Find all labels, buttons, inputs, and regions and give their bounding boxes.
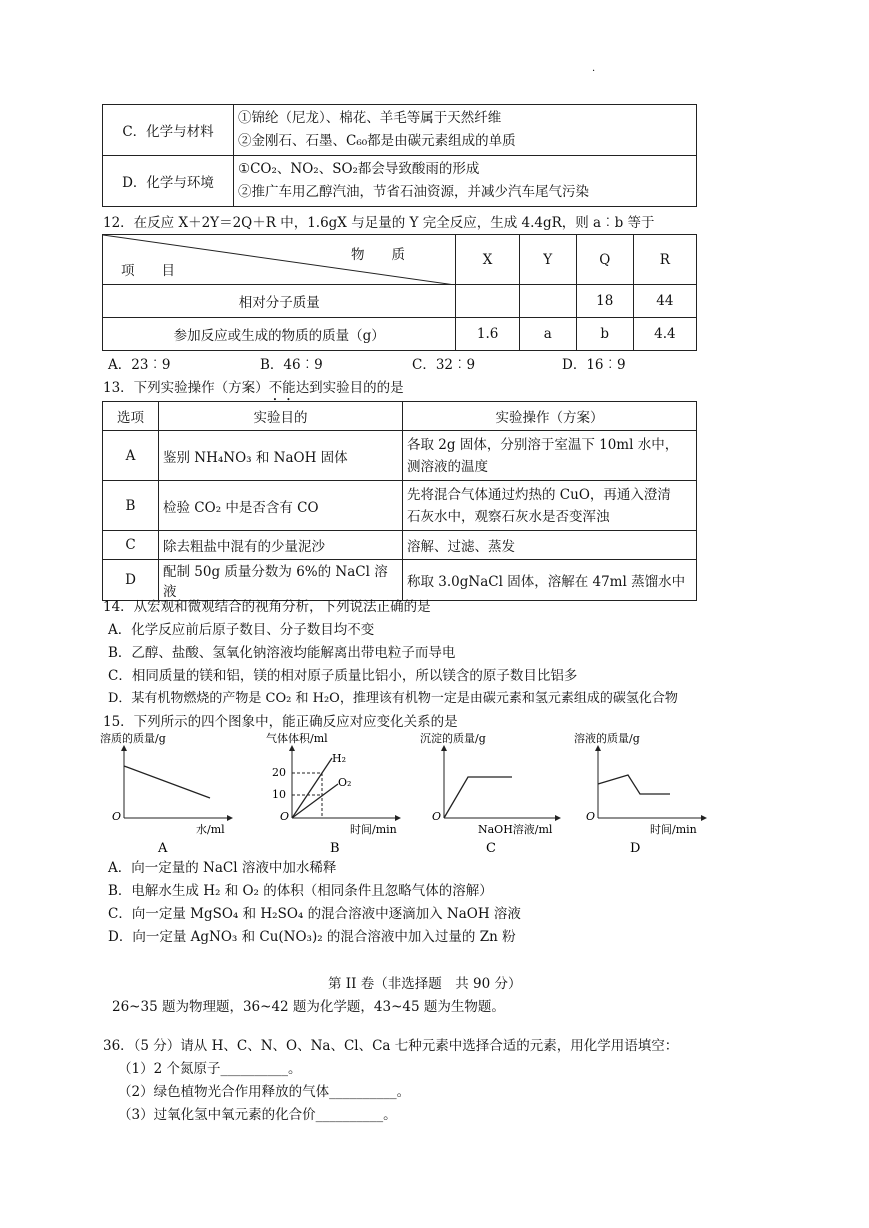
graph-a	[100, 728, 240, 858]
q14-option-d: D．某有机物燃烧的产物是 CO₂ 和 H₂O，推理该有机物一定是由碳元素和氢元素组成的碳氢化合物	[108, 691, 678, 706]
graph-a-xlabel: 水/ml	[196, 823, 225, 836]
q12-cell: 44	[633, 285, 696, 318]
q12-table	[102, 234, 697, 351]
q12-row2-label: 参加反应或生成的物质的质量（g）	[103, 318, 456, 351]
q11-row-c-content: ①锦纶（尼龙）、棉花、羊毛等属于天然纤维 ②金刚石、石墨、C₆₀都是由碳元素组成的单质	[234, 105, 697, 156]
q15-stem: 15．下列所示的四个图象中，能正确反应对应变化关系的是	[103, 714, 458, 730]
q13-table	[102, 401, 697, 601]
q12-cell: 1.6	[456, 318, 519, 351]
q13-row-b-goal: 检验 CO₂ 中是否含有 CO	[159, 481, 403, 531]
q11-row-c-label: C．化学与材料	[103, 105, 234, 156]
q36-item-3: （3）过氧化氢中氧元素的化合价__________。	[118, 1107, 397, 1123]
q12-option-b: B．46︰9	[260, 357, 323, 373]
q12-option-a: A．23︰9	[108, 357, 171, 373]
q12-cell: 4.4	[633, 318, 696, 351]
graph-d-origin: O	[586, 810, 596, 823]
graph-b-h2-line	[292, 758, 332, 818]
q13-row-d-goal: 配制 50g 质量分数为 6%的 NaCl 溶液	[159, 560, 403, 601]
q13-row-c-option: C	[103, 531, 159, 560]
graph-b-o2-label: O₂	[338, 776, 352, 789]
graph-d-letter: D	[630, 841, 641, 856]
q13-header-goal: 实验目的	[159, 402, 403, 431]
q13-row-b-option: B	[103, 481, 159, 531]
q12-cell: 18	[576, 285, 633, 318]
q11-row-d-content: ①CO₂、NO₂、SO₂都会导致酸雨的形成 ②推广车用乙醇汽油，节省石油资源，并减少汽车尾气污染	[234, 156, 697, 207]
graph-c-line	[444, 777, 512, 818]
q13-row-d-operation: 称取 3.0gNaCl 固体，溶解在 47ml 蒸馏水中	[403, 560, 697, 601]
graph-d	[574, 728, 714, 858]
q13-row-c-goal: 除去粗盐中混有的少量泥沙	[159, 531, 403, 560]
q12-option-c: C．32︰9	[412, 357, 476, 373]
graph-c-ylabel: 沉淀的质量/g	[420, 732, 486, 745]
graph-b-h2-label: H₂	[332, 752, 347, 765]
q13-header-option: 选项	[103, 402, 159, 431]
q13-row-b-operation: 先将混合气体通过灼热的 CuO，再通入澄清 石灰水中，观察石灰水是否变浑浊	[403, 481, 697, 531]
q15-option-a: A．向一定量的 NaCl 溶液中加水稀释	[108, 860, 337, 876]
graph-b-xlabel: 时间/min	[350, 823, 397, 836]
graph-a-letter: A	[158, 841, 168, 856]
q14-option-c: C．相同质量的镁和铝，镁的相对原子质量比铝小，所以镁含的原子数目比铝多	[108, 668, 578, 684]
page-dot: ·	[592, 66, 596, 77]
q14-stem: 14．从宏观和微观结合的视角分析，下列说法正确的是	[103, 599, 431, 615]
graph-c	[420, 728, 570, 858]
q12-col-y: Y	[519, 235, 576, 285]
q14-option-b: B．乙醇、盐酸、氢氧化钠溶液均能解离出带电粒子而导电	[108, 645, 456, 661]
graph-a-origin: O	[112, 810, 122, 823]
q13-header-operation: 实验操作（方案）	[403, 402, 697, 431]
graph-b-o2-line	[292, 784, 338, 818]
graph-b-tick-20: 20	[272, 766, 286, 779]
graph-d-ylabel: 溶液的质量/g	[574, 732, 640, 745]
graph-d-line	[598, 775, 670, 794]
q12-cell	[519, 285, 576, 318]
graph-b-ylabel: 气体体积/ml	[266, 732, 328, 745]
graph-c-xlabel: NaOH溶液/ml	[478, 823, 553, 836]
q13-row-a-goal: 鉴别 NH₄NO₃ 和 NaOH 固体	[159, 431, 403, 481]
graph-b	[260, 728, 410, 858]
q12-option-d: D．16︰9	[562, 357, 626, 373]
q13-row-d-option: D	[103, 560, 159, 601]
q15-option-c: C．向一定量 MgSO₄ 和 H₂SO₄ 的混合溶液中逐滴加入 NaOH 溶液	[108, 906, 521, 922]
q12-cell: a	[519, 318, 576, 351]
q15-option-d: D．向一定量 AgNO₃ 和 Cu(NO₃)₂ 的混合溶液中加入过量的 Zn 粉	[108, 929, 516, 945]
graph-b-tick-10: 10	[272, 788, 286, 801]
graph-b-origin: O	[280, 810, 290, 823]
q12-col-x: X	[456, 235, 519, 285]
graph-a-ylabel: 溶质的质量/g	[100, 732, 166, 745]
q12-col-q: Q	[576, 235, 633, 285]
q36-item-2: （2）绿色植物光合作用释放的气体__________。	[118, 1084, 411, 1100]
emphasis-text: 不能	[268, 380, 296, 396]
q13-row-a-operation: 各取 2g 固体，分别溶于室温下 10ml 水中， 测溶液的温度	[403, 431, 697, 481]
q36-stem: 36．（5 分）请从 H、C、N、O、Na、Cl、Ca 七种元素中选择合适的元素，用化学用语填空：	[103, 1038, 679, 1054]
q14-option-a: A．化学反应前后原子数目、分子数目均不变	[108, 622, 375, 638]
part2-title: 第 II 卷（非选择题 共 90 分）	[328, 976, 522, 992]
q36-item-1: （1）2 个氮原子__________。	[118, 1061, 302, 1077]
q11-row-d-label: D．化学与环境	[103, 156, 234, 207]
graph-a-line	[124, 766, 210, 798]
q13-row-a-option: A	[103, 431, 159, 481]
part2-note: 26~35 题为物理题，36~42 题为化学题，43~45 题为生物题。	[112, 999, 505, 1015]
graph-d-xlabel: 时间/min	[650, 823, 697, 836]
q15-option-b: B．电解水生成 H₂ 和 O₂ 的体积（相同条件且忽略气体的溶解）	[108, 883, 493, 899]
q12-col-r: R	[633, 235, 696, 285]
q13-stem: 13．下列实验操作（方案）不能达到实验目的的是	[103, 380, 404, 396]
q13-row-c-operation: 溶解、过滤、蒸发	[403, 531, 697, 560]
q12-diagonal-header: 物 质 项 目	[103, 235, 456, 285]
q12-stem: 12．在反应 X＋2Y＝2Q＋R 中，1.6gX 与足量的 Y 完全反应，生成 4.4gR，则 a︰b 等于	[103, 215, 655, 231]
q12-cell	[456, 285, 519, 318]
graph-b-letter: B	[330, 841, 340, 856]
q12-row1-label: 相对分子质量	[103, 285, 456, 318]
q12-cell: b	[576, 318, 633, 351]
graph-c-letter: C	[486, 841, 496, 856]
q11-table	[102, 104, 697, 207]
graph-c-origin: O	[432, 810, 442, 823]
